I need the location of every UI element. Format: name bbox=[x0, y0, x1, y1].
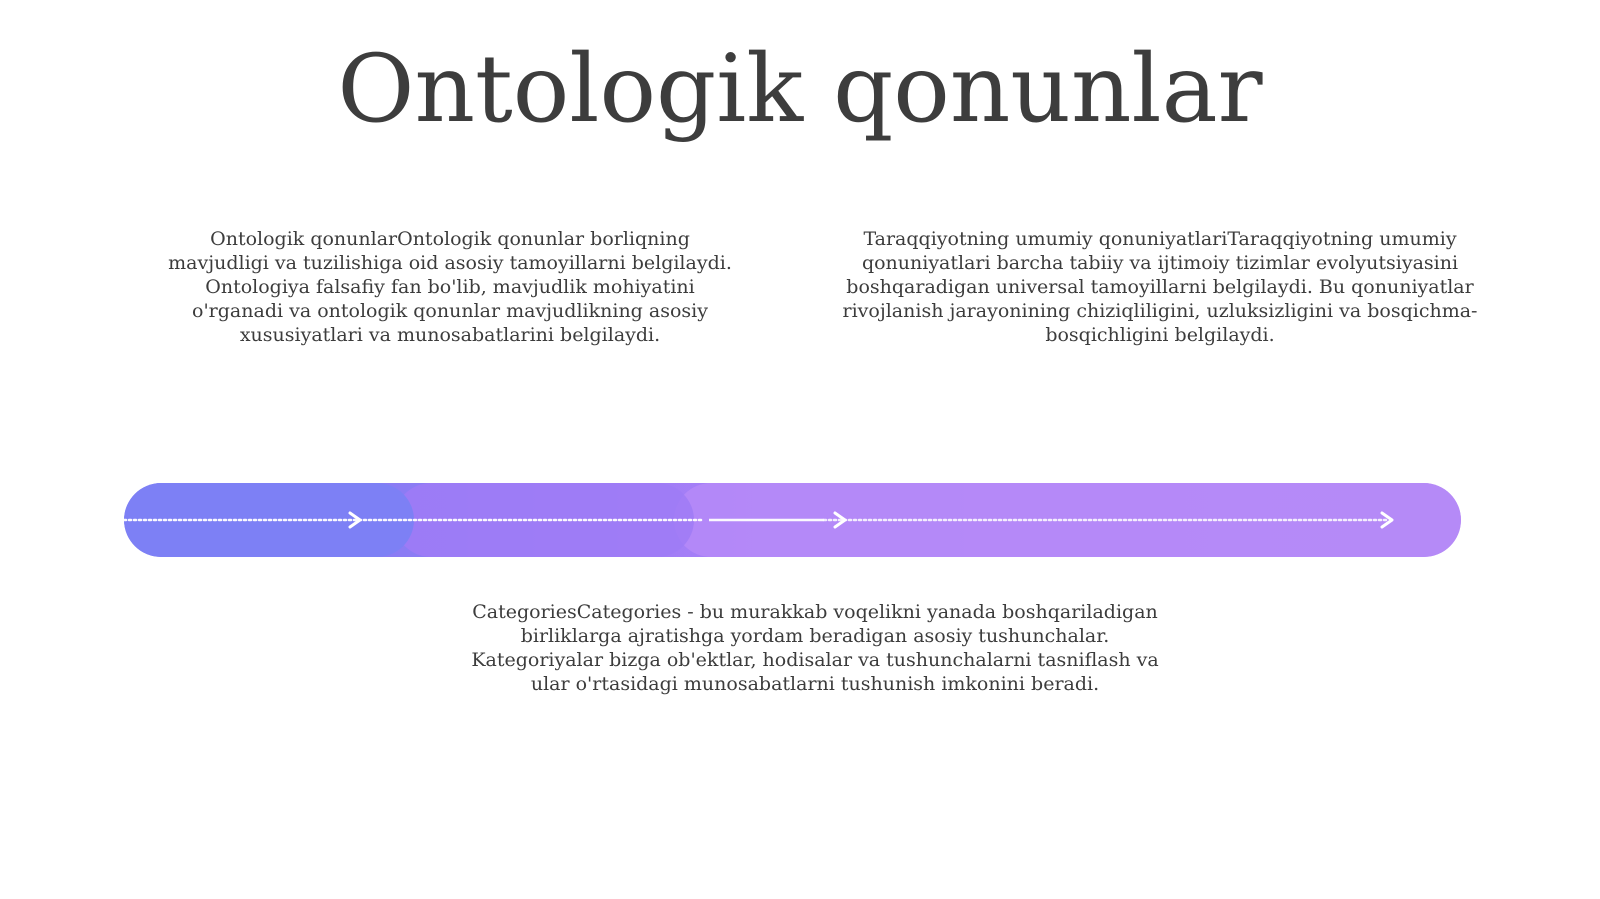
text-block-categories: CategoriesCategories - bu murakkab voqelikni yanada boshqariladigan birliklarga ajratishga yordam beradigan asosiy tushunchalar. Kategoriyalar bizga ob'ektlar, hodisalar va tushunchalarni tasniflash va ular o'rtasidagi munosabatlarni tushunish imkonini beradi. bbox=[471, 601, 1159, 695]
slide-title: Ontologik qonunlar bbox=[337, 35, 1263, 144]
text-block-taraqqiyot-qonuniyatlari: Taraqqiyotning umumiy qonuniyatlariTaraqqiyotning umumiy qonuniyatlari barcha tabiiy va ijtimoiy tizimlar evolyutsiyasini boshqaradigan universal tamoyillarni belgilaydi. Bu qonuniyatlar rivojlanish jarayonining chiziqliligini, uzluksizligini va bosqichma-bosqichligini belgilaydi. bbox=[842, 228, 1478, 346]
timeline-arrows bbox=[124, 483, 1461, 557]
text-block-ontologik-qonunlar: Ontologik qonunlarOntologik qonunlar borliqning mavjudligi va tuzilishiga oid asosiy tamoyillarni belgilaydi. Ontologiya falsafiy fan bo'lib, mavjudlik mohiyatini o'rganadi va ontologik qonunlar mavjudlikning asosiy xususiyatlari va munosabatlarini belgilaydi. bbox=[168, 228, 732, 346]
timeline-bar bbox=[124, 483, 1461, 557]
